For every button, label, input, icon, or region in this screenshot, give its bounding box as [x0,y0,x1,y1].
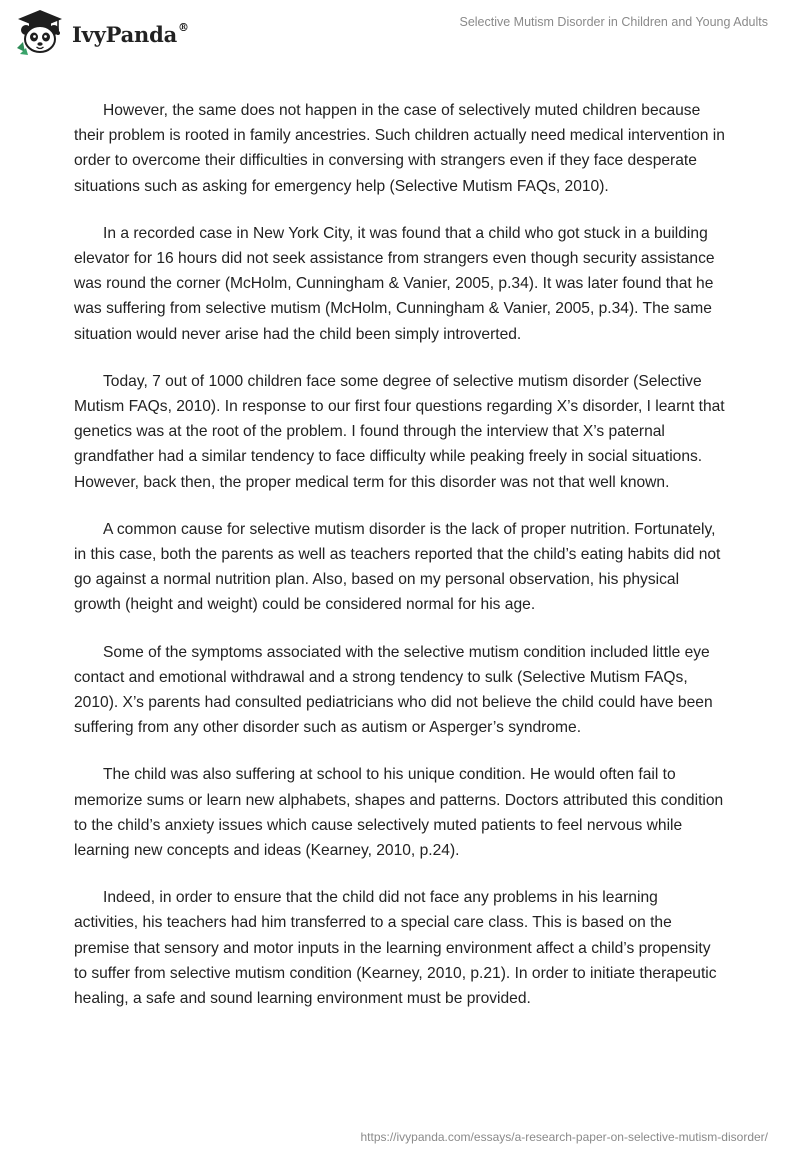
page-header [0,0,800,64]
essay-body [74,98,726,1033]
source-url[interactable]: https://ivypanda.com/essays/a-research-paper-on-selective-mutism-disorder/ [360,1130,768,1144]
paragraph: However, the same does not happen in the case of selectively muted children because their problem is rooted in family ancestries. Such children actually need medical intervention in order to overcome their difficulties in conversing with strangers even if they face desperate situations such as asking for emergency help (Selective Mutism FAQs, 2010). [74,102,725,195]
paragraph: Today, 7 out of 1000 children face some degree of selective mutism disorder (Selective Mutism FAQs, 2010). In response to our first four questions regarding X’s disorder, I learnt that genetics was at the root of the problem. I found through the interview that X’s paternal grandfather had a similar tendency to face difficulty while peaking freely in social situations. However, back then, the proper medical term for this disorder was not that well known. [74,372,725,491]
logo[interactable] [14,8,189,56]
registered-mark: ® [178,20,189,34]
brand-name: IvyPanda® [72,20,189,47]
paragraph: A common cause for selective mutism disorder is the lack of proper nutrition. Fortunately, in this case, both the parents as well as teachers reported that the child’s eating habits did not go against a normal nutrition plan. Also, based on my personal observation, his physical growth (height and weight) could be considered normal for his age. [74,520,721,614]
paragraph: Some of the symptoms associated with the selective mutism condition included little eye contact and emotional withdrawal and a strong tendency to sulk (Selective Mutism FAQs, 2010). X’s parents had consulted pediatricians who did not believe the child could have been suffering from any other disorder such as autism or Asperger’s syndrome. [74,643,713,737]
paragraph: The child was also suffering at school to his unique condition. He would often fail to memorize sums or learn new alphabets, shapes and patterns. Doctors attributed this condition to the child’s anxiety issues which cause selectively muted patients to feel nervous while learning new concepts and ideas (Kearney, 2010, p.24). [74,766,724,860]
paragraph: In a recorded case in New York City, it was found that a child who got stuck in a building elevator for 16 hours did not seek assistance from strangers even though security assistance was round the corner (McHolm, Cunningham & Vanier, 2005, p.34). It was later found that he was suffering from selective mutism (McHolm, Cunningham & Vanier, 2005, p.34). The same situation would never arise had the child been simply introverted. [74,224,715,343]
panda-graduate-icon [14,8,66,56]
paragraph: Indeed, in order to ensure that the child did not face any problems in his learning activities, his teachers had him transferred to a special care class. This is based on the premise that sensory and motor inputs in the learning environment affect a child’s propensity to suffer from selective mutism condition (Kearney, 2010, p.21). In order to initiate therapeutic healing, a safe and sound learning environment must be provided. [74,889,717,1008]
running-title: Selective Mutism Disorder in Children and Young Adults [459,15,768,29]
